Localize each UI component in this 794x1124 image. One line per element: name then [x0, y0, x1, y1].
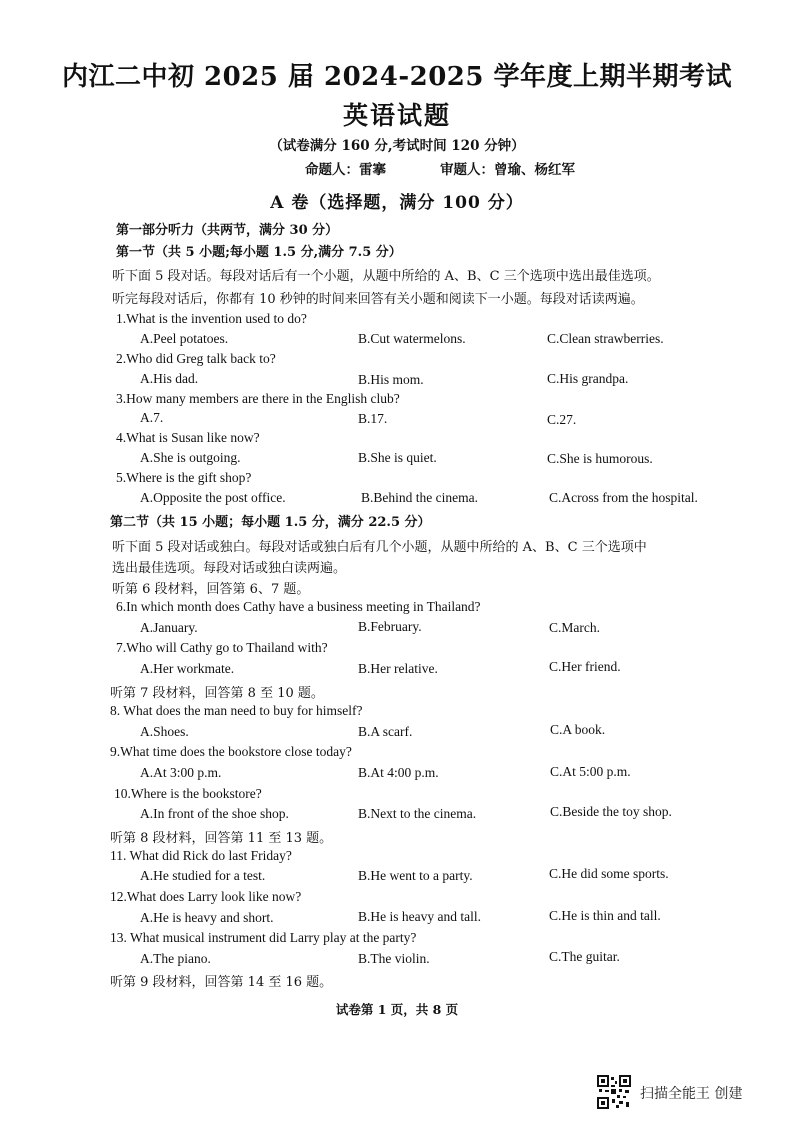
option-a: A.Shoes.: [140, 724, 189, 739]
sec1-instruction-2: 听完每段对话后，你都有 10 秒钟的时间来回答有关小题和阅读下一小题。每段对话读两遍。: [112, 292, 644, 307]
subject-title: 英语试题: [342, 101, 451, 130]
option-a: A.He is heavy and short.: [140, 910, 274, 925]
question-text: 2.Who did Greg talk back to?: [116, 351, 276, 366]
option-b: B.She is quiet.: [358, 450, 437, 465]
option-b: B.Next to the cinema.: [358, 806, 477, 821]
option-b: B.Cut watermelons.: [358, 331, 466, 346]
material-note: 听第 9 段材料，回答第 14 至 16 题。: [110, 975, 333, 990]
option-c: C.Clean strawberries.: [547, 331, 664, 346]
option-a: A.January.: [140, 620, 198, 635]
question-text: 13. What musical instrument did Larry play at the party?: [110, 930, 417, 945]
option-c: C.Her friend.: [549, 659, 621, 674]
section-a-heading: A 卷（选择题，满分 100 分）: [270, 193, 524, 213]
question-text: 12.What does Larry look like now?: [110, 889, 302, 904]
option-b: B.17.: [358, 411, 388, 426]
part1-heading: 第一部分听力（共两节，满分 30 分）: [116, 223, 339, 238]
question-text: 6.In which month does Cathy have a business meeting in Thailand?: [116, 599, 481, 614]
option-a: A.He studied for a test.: [140, 868, 266, 883]
option-b: B.At 4:00 p.m.: [358, 765, 439, 780]
option-c: C.His grandpa.: [547, 371, 629, 386]
sec2-instruction-1: 听下面 5 段对话或独白。每段对话或独白后有几个小题，从题中所给的 A、B、C 三个选项中: [112, 540, 647, 555]
option-a: A.His dad.: [140, 371, 199, 386]
option-c: C.He did some sports.: [549, 866, 669, 881]
option-b: B.Behind the cinema.: [361, 490, 478, 505]
question-text: 10.Where is the bookstore?: [114, 786, 262, 801]
exam-title: 内江二中初 2025 届 2024-2025 学年度上期半期考试: [61, 62, 733, 92]
option-a: A.The piano.: [140, 951, 211, 966]
material-note: 听第 7 段材料，回答第 8 至 10 题。: [110, 686, 324, 701]
option-b: B.His mom.: [358, 372, 424, 387]
sec2-instruction-2: 选出最佳选项。每段对话或独白读两遍。: [112, 561, 347, 576]
option-c: C.Across from the hospital.: [549, 490, 698, 505]
option-c: C.Beside the toy shop.: [550, 804, 672, 819]
option-a: A.At 3:00 p.m.: [140, 765, 222, 780]
question-text: 5.Where is the gift shop?: [116, 470, 252, 485]
option-c: C.He is thin and tall.: [549, 908, 661, 923]
sec2-heading: 第二节（共 15 小题；每小题 1.5 分，满分 22.5 分）: [110, 515, 431, 530]
question-text: 9.What time does the bookstore close today?: [110, 744, 352, 759]
option-b: B.The violin.: [358, 951, 430, 966]
question-text: 7.Who will Cathy go to Thailand with?: [116, 640, 328, 655]
page-footer: 试卷第 1 页，共 8 页: [335, 1002, 459, 1017]
setter-label: 命题人：雷搴: [305, 162, 386, 178]
question-text: 1.What is the invention used to do?: [116, 311, 307, 326]
option-c: C.The guitar.: [549, 949, 620, 964]
option-a: A.In front of the shoe shop.: [140, 806, 289, 821]
option-a: A.7.: [140, 410, 164, 425]
material-note: 听第 8 段材料，回答第 11 至 13 题。: [110, 831, 333, 846]
option-c: C.A book.: [550, 722, 606, 737]
option-c: C.March.: [549, 620, 600, 635]
option-b: B.He went to a party.: [358, 868, 473, 883]
option-c: C.She is humorous.: [547, 451, 653, 466]
exam-info: （试卷满分 160 分,考试时间 120 分钟）: [269, 138, 525, 154]
sec1-instruction-1: 听下面 5 段对话。每段对话后有一个小题，从题中所给的 A、B、C 三个选项中选出最佳选项。: [112, 269, 660, 284]
sec1-heading: 第一节（共 5 小题;每小题 1.5 分,满分 7.5 分）: [116, 245, 402, 260]
option-a: A.Opposite the post office.: [140, 490, 286, 505]
question-text: 11. What did Rick do last Friday?: [110, 848, 292, 863]
option-b: B.He is heavy and tall.: [358, 909, 481, 924]
material-note: 听第 6 段材料，回答第 6、7 题。: [112, 582, 310, 597]
question-text: 4.What is Susan like now?: [116, 430, 260, 445]
qr-code-icon: [597, 1075, 631, 1109]
option-c: C.At 5:00 p.m.: [550, 764, 631, 779]
option-a: A.Peel potatoes.: [140, 331, 229, 346]
question-text: 8. What does the man need to buy for himself?: [110, 703, 363, 718]
option-b: B.February.: [358, 619, 422, 634]
option-a: A.Her workmate.: [140, 661, 235, 676]
option-b: B.A scarf.: [358, 724, 413, 739]
option-a: A.She is outgoing.: [140, 450, 241, 465]
scanner-watermark: 扫描全能王 创建: [640, 1086, 743, 1102]
option-c: C.27.: [547, 412, 577, 427]
option-b: B.Her relative.: [358, 661, 438, 676]
question-text: 3.How many members are there in the English club?: [116, 391, 400, 406]
reviewer-label: 审题人：曾瑜、杨红军: [440, 162, 575, 178]
